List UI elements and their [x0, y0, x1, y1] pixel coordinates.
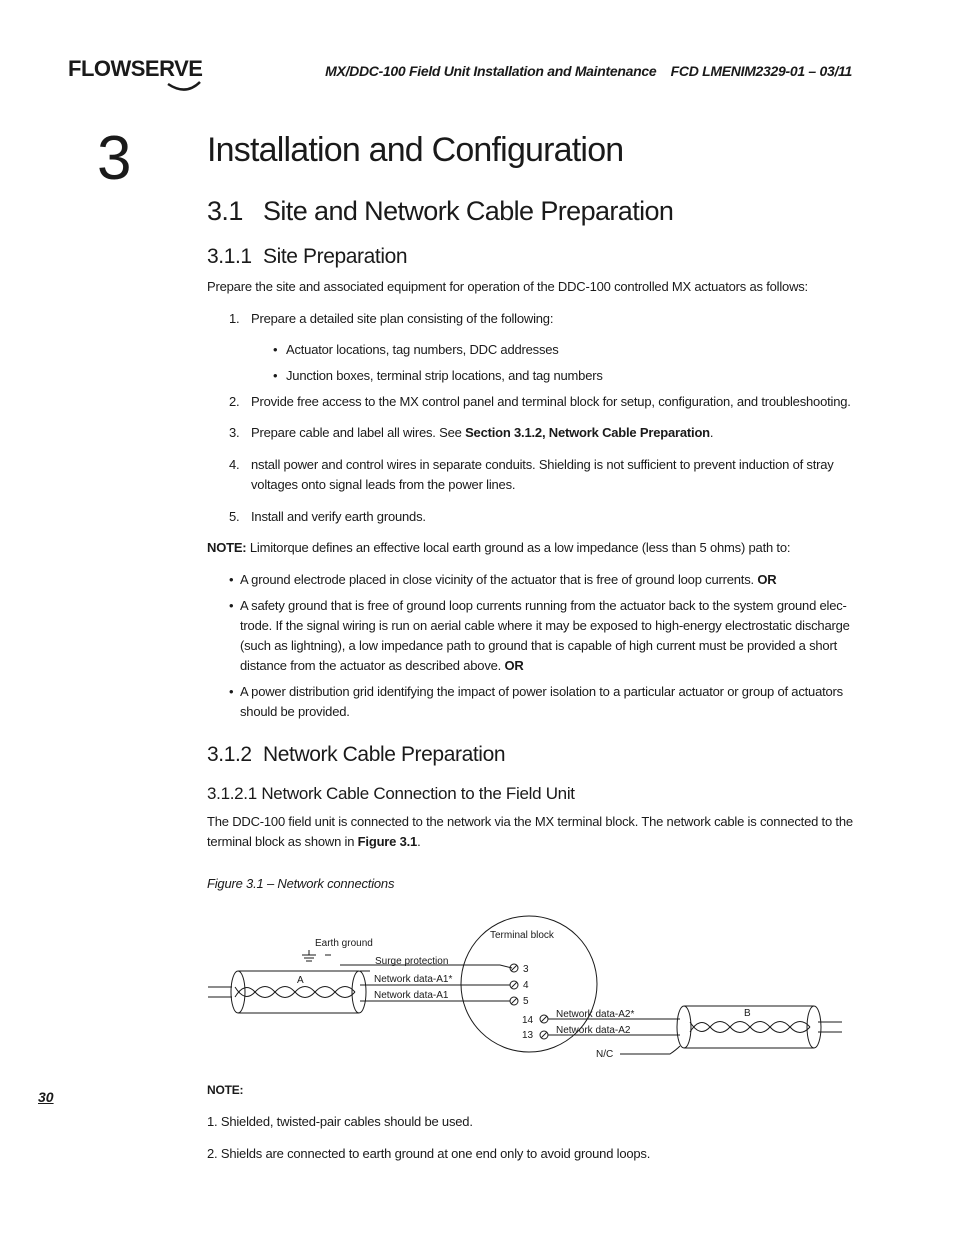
- note-bullet-text: A power distribution grid identifying the impact of power isolation to a particular actuator or group of actuators: [240, 684, 843, 699]
- earth-ground-label: Earth ground: [315, 938, 373, 949]
- bullet-icon: •: [229, 598, 234, 613]
- nc-wire: [620, 1046, 680, 1054]
- logo-wordmark: FLOWSERVE: [68, 56, 203, 81]
- note-bullet-text: trode. If the signal wiring is run on aerial cable where it may be exposed to high-energy electrostatic discharge: [240, 618, 850, 633]
- terminal-4-label: 4: [523, 980, 529, 991]
- terminal-13-label: 13: [522, 1030, 534, 1041]
- list-item-text: Prepare a detailed site plan consisting of the following:: [251, 311, 554, 326]
- note-bullet-text: [240, 570, 776, 590]
- note-bullet-text: should be provided.: [240, 704, 350, 719]
- bullet-icon: •: [229, 572, 234, 587]
- text-segment: distance from the actuator as described above.: [240, 658, 505, 673]
- section-title: Network Cable Preparation: [263, 743, 506, 766]
- section-heading-3-1: [207, 196, 673, 227]
- list-item-text: [251, 423, 713, 443]
- chapter-title: Installation and Configuration: [207, 131, 624, 169]
- list-item-text: nstall power and control wires in separate conduits. Shielding is not sufficient to prevent induction of stray: [251, 457, 834, 472]
- cable-a-label: A: [297, 975, 304, 986]
- list-item-number: 4.: [229, 457, 240, 472]
- body-paragraph: [207, 832, 421, 852]
- text-segment: terminal block as shown in: [207, 834, 358, 849]
- note-bullet-text: A safety ground that is free of ground loop currents running from the actuator back to the system ground elec-: [240, 598, 847, 613]
- surge-protection-label: Surge protection: [375, 956, 449, 967]
- bullet-icon: •: [273, 342, 278, 357]
- section-number: 3.1.2.1: [207, 784, 257, 803]
- figure-caption: Figure 3.1 – Network connections: [207, 876, 395, 891]
- section-reference: Section 3.1.2, Network Cable Preparation: [465, 425, 710, 440]
- sub-list-text: Junction boxes, terminal strip locations, and tag numbers: [286, 368, 603, 383]
- list-item-number: 1.: [229, 311, 240, 326]
- network-data-a2-label: Network data-A2: [556, 1025, 631, 1036]
- section-title: Site Preparation: [263, 245, 408, 268]
- note-paragraph: [207, 538, 790, 558]
- list-item-text: Install and verify earth grounds.: [251, 509, 426, 524]
- section-number: 3.1.1: [207, 245, 252, 268]
- section-number: 3.1.2: [207, 743, 252, 766]
- network-connections-diagram: [200, 905, 850, 1065]
- list-item-number: 2.: [229, 394, 240, 409]
- cable-b: [677, 1006, 842, 1048]
- section-heading-3-1-2-1: [207, 784, 575, 804]
- body-paragraph: The DDC-100 field unit is connected to the network via the MX terminal block. The network cable is connected to the: [207, 814, 853, 829]
- text-segment: .: [417, 834, 421, 849]
- note-item: 1. Shielded, twisted-pair cables should be used.: [207, 1114, 473, 1129]
- section-heading-3-1-1: [207, 245, 407, 269]
- logo-swoosh-icon: [68, 56, 208, 96]
- network-data-a1-label: Network data-A1: [374, 990, 449, 1001]
- terminal-screw-icon: [540, 1015, 548, 1039]
- list-item-text: voltages onto signal leads from the power lines.: [251, 477, 516, 492]
- or-label: OR: [757, 572, 777, 587]
- intro-paragraph: Prepare the site and associated equipment for operation of the DDC-100 controlled MX actuators as follows:: [207, 279, 808, 294]
- note-text: Limitorque defines an effective local earth ground as a low impedance (less than 5 ohms) path to:: [246, 540, 791, 555]
- section-title: Site and Network Cable Preparation: [263, 196, 674, 226]
- terminal-14-label: 14: [522, 1015, 534, 1026]
- list-item-number: 3.: [229, 425, 240, 440]
- terminal-5-label: 5: [523, 996, 529, 1007]
- section-title: Network Cable Connection to the Field Unit: [261, 784, 575, 803]
- earth-ground-icon: [302, 955, 316, 961]
- note-bullet-text: (such as lightning), a low impedance path to ground that is capable of high current must be provided a short: [240, 638, 837, 653]
- chapter-number: 3: [97, 124, 130, 193]
- note-label: NOTE:: [207, 1083, 244, 1097]
- page-number: 30: [38, 1089, 54, 1105]
- section-number: 3.1: [207, 196, 243, 226]
- terminal-block-label: Terminal block: [490, 930, 554, 941]
- cable-a: [208, 971, 366, 1013]
- note-item: 2. Shields are connected to earth ground at one end only to avoid ground loops.: [207, 1146, 651, 1161]
- figure-reference: Figure 3.1: [357, 834, 418, 849]
- text-segment: Prepare cable and label all wires. See: [251, 425, 466, 440]
- sub-list-text: Actuator locations, tag numbers, DDC addresses: [286, 342, 559, 357]
- flowserve-logo: [68, 56, 208, 96]
- nc-label: N/C: [596, 1049, 614, 1060]
- text-segment: .: [709, 425, 714, 440]
- list-item-number: 5.: [229, 509, 240, 524]
- bullet-icon: •: [229, 684, 234, 699]
- note-bullet-text: [240, 656, 524, 676]
- list-item-text: Provide free access to the MX control panel and terminal block for setup, configuration, and troubleshooting.: [251, 394, 851, 409]
- note-label: NOTE:: [207, 540, 247, 555]
- section-heading-3-1-2: [207, 743, 505, 767]
- network-data-a1-star-label: Network data-A1*: [374, 974, 453, 985]
- or-label: OR: [504, 658, 524, 673]
- cable-b-label: B: [744, 1008, 751, 1019]
- bullet-icon: •: [273, 368, 278, 383]
- running-header: MX/DDC-100 Field Unit Installation and Maintenance FCD LMENIM2329-01 – 03/11: [325, 63, 852, 79]
- text-segment: A ground electrode placed in close vicinity of the actuator that is free of ground loop currents.: [240, 572, 758, 587]
- terminal-screw-icon: [510, 964, 518, 1005]
- network-data-a2-star-label: Network data-A2*: [556, 1009, 635, 1020]
- terminal-3-label: 3: [523, 964, 529, 975]
